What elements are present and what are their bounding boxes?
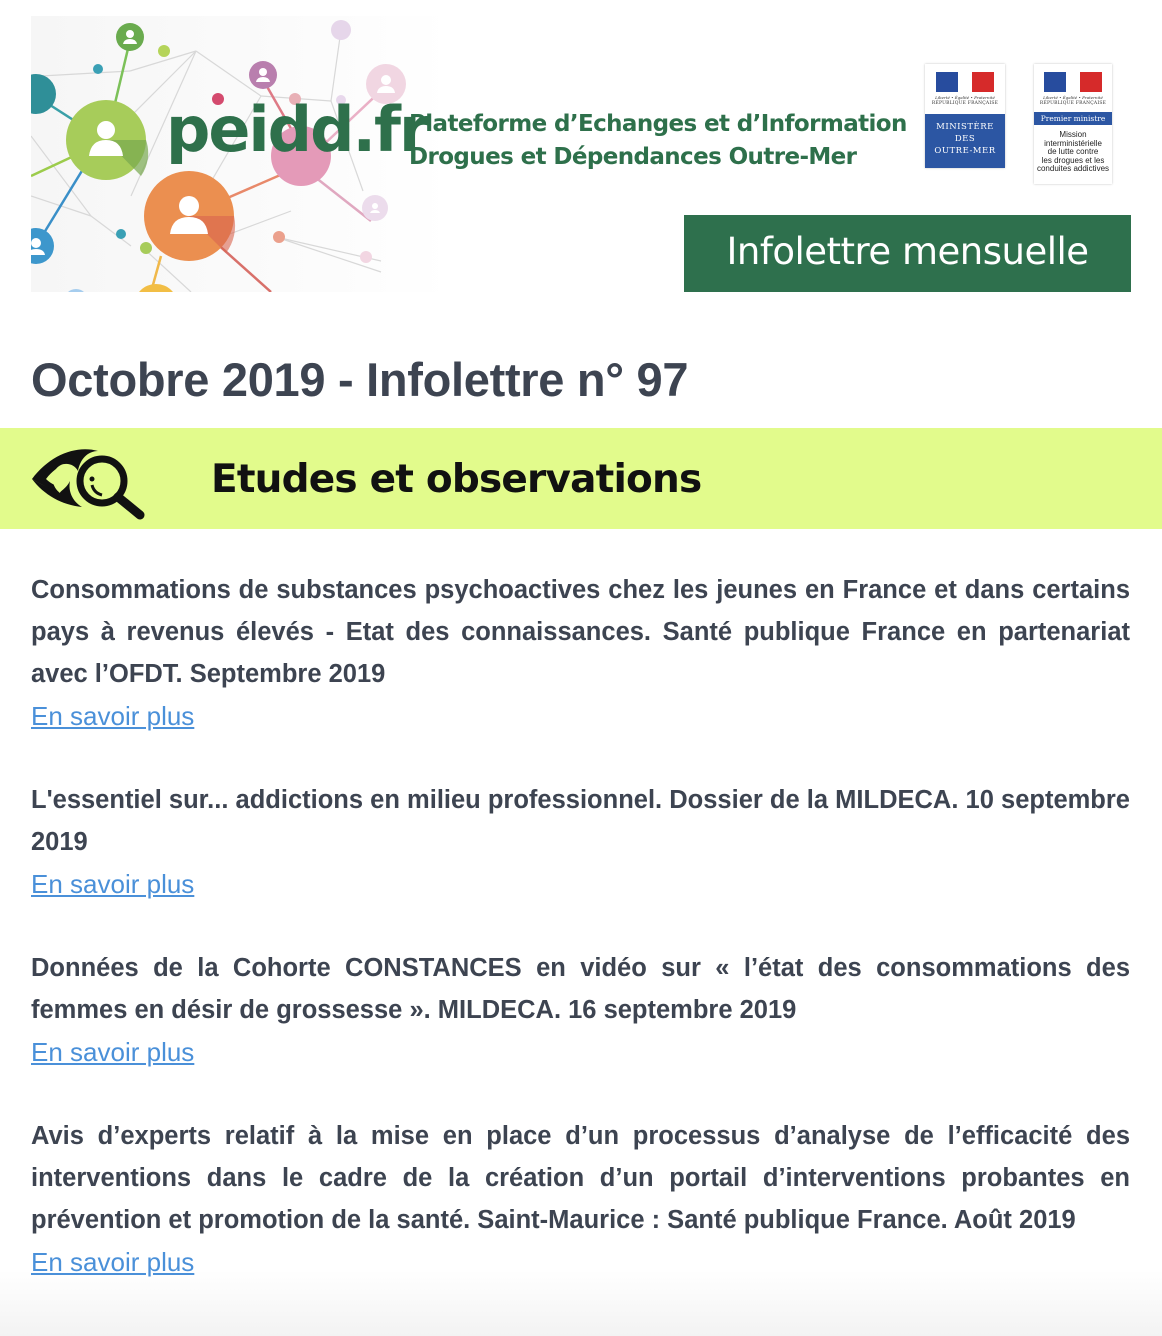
devise-text: Liberté • Égalité • Fraternité	[1043, 95, 1103, 100]
section-banner	[0, 428, 1162, 529]
article-title: Données de la Cohorte CONSTANCES en vidéo sur « l’état des consommations des femmes en désir de grossesse ». MILDECA. 16 septembre 2019	[31, 954, 1130, 1024]
ministry-line: DES	[954, 134, 976, 144]
issue-title: Octobre 2019 - Infolettre n° 97	[31, 353, 689, 406]
tagline-line-1: Plateforme d’Echanges et d’Information	[409, 111, 907, 137]
mission-line: de lutte contre	[1047, 147, 1099, 156]
mission-line: interministérielle	[1044, 138, 1102, 148]
mission-line: les drogues et les	[1041, 155, 1105, 165]
republique-text: RÉPUBLIQUE FRANÇAISE	[931, 101, 999, 106]
site-tagline	[409, 108, 907, 174]
read-more-link[interactable]: En savoir plus	[31, 701, 195, 731]
article-item	[31, 569, 1130, 737]
ministry-name	[925, 114, 1005, 168]
read-more-link[interactable]: En savoir plus	[31, 1037, 195, 1067]
article-title: L'essentiel sur... addictions en milieu professionnel. Dossier de la MILDECA. 10 septembre 2019	[31, 786, 1130, 856]
newsletter-header	[31, 16, 1131, 292]
tagline-line-2: Drogues et Dépendances Outre-Mer	[409, 144, 857, 170]
devise-text: Liberté • Égalité • Fraternité	[935, 95, 995, 100]
article-item	[31, 779, 1130, 905]
article-item	[31, 1115, 1130, 1283]
mildeca-logo	[1034, 64, 1112, 184]
section-title: Etudes et observations	[211, 457, 702, 502]
marianne-flag-icon	[1044, 72, 1102, 92]
republique-text: RÉPUBLIQUE FRANÇAISE	[1039, 101, 1107, 106]
premier-ministre-label: Premier ministre	[1034, 112, 1112, 125]
ministry-line: MINISTÈRE	[936, 122, 994, 132]
read-more-link[interactable]: En savoir plus	[31, 1247, 195, 1277]
site-logo[interactable]: peidd.fr	[166, 93, 428, 166]
article-list	[31, 569, 1130, 1325]
mission-line: conduites addictives	[1036, 164, 1110, 173]
read-more-link[interactable]: En savoir plus	[31, 869, 195, 899]
article-item	[31, 947, 1130, 1073]
ministry-line: OUTRE-MER	[934, 146, 996, 156]
ministere-outre-mer-logo	[925, 64, 1005, 168]
marianne-flag-icon	[936, 72, 994, 92]
eye-magnifier-icon	[28, 441, 150, 526]
newsletter-badge: Infolettre mensuelle	[684, 215, 1131, 292]
mission-name	[1035, 131, 1111, 174]
mission-line: Mission	[1059, 130, 1087, 139]
article-title: Avis d’experts relatif à la mise en place d’un processus d’analyse de l’efficacité des interventions dans le cadre de la création d’un portail d’interventions probantes en prévention et promotion de la santé. Saint-Maurice : Santé publique France. Août 2019	[31, 1122, 1130, 1234]
article-title: Consommations de substances psychoactives chez les jeunes en France et dans certains pays à revenus élevés - Etat des connaissances. Santé publique France en partenariat avec l’OFDT. Septembre 2019	[31, 576, 1130, 688]
